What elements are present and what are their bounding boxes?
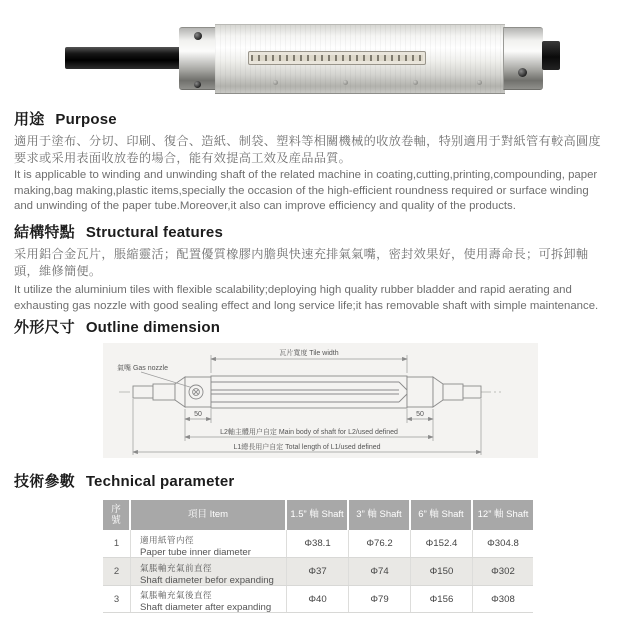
purpose-heading [14,108,117,129]
screw-icon [194,32,202,40]
gas-nozzle-label: 氣嘴 Gas nozzle [117,365,168,372]
technical-parameter-table [103,500,533,613]
structural-heading-zh: 結構特點 [14,224,75,241]
screw-icon [194,81,201,88]
row-item-zh: 氣脹軸充氣後直徑 [140,590,213,600]
tile-teeth [251,55,423,61]
header-cell-6in: 6” 軸 Shaft [411,500,471,530]
row-value: Φ40 [287,586,349,612]
l1-label: L1總長用户自定 Total length of L1/used defined [233,444,381,451]
structural-heading [14,221,223,242]
tile-width-label: 瓦片寬度 Tile width [279,350,339,357]
chrome-collar-left [179,27,217,90]
product-photo [65,10,562,100]
structural-text-en: It utilize the aluminium tiles with flexible scalability;deploying high quality rubber bladder and rapid aerating and exhausting gas nozzle with good sealing effect and long service life;it has removable shaft with simple maintenance. [14,284,599,312]
left-cone [175,377,185,407]
row-item-en: Paper tube inner diameter [140,547,251,558]
chrome-collar-right [503,27,543,90]
row-item-zh: 氣脹軸充氣前直徑 [140,563,213,573]
row-value: Φ308 [491,593,515,605]
right-head [407,377,433,407]
row-no: 1 [103,530,131,557]
shaft-dimension-diagram [103,343,538,458]
rivet-icon [273,80,278,85]
technical-heading-en: Technical parameter [85,473,235,490]
right-shaft-step [443,384,463,400]
technical-heading-zh: 技術參數 [14,473,75,490]
rivet-icon [413,80,418,85]
main-body [211,376,407,408]
row-no: 3 [103,586,131,612]
outline-heading [14,316,220,337]
header-cell-3in: 3” 軸 Shaft [349,500,409,530]
left-shaft-tip [133,386,153,398]
table-row [103,530,533,558]
left-shaft-step [153,384,175,400]
row-value: Φ156 [411,586,473,612]
table-header-row [103,500,533,530]
right-shaft-tip [463,386,481,398]
row-value: Φ79 [349,586,411,612]
purpose-text-en: It is applicable to winding and unwinding shaft of the related machine in coating,cutting,printing,compounding, paper making,bag making,plastic items,specially the occasion of the high-efficient roundness required or surface winding and unwinding of the paper tube.Moreover,it also can improve efficiency and quality of the products. [14,169,598,213]
row-value: Φ38.1 [287,530,349,557]
row-value: Φ76.2 [349,530,411,557]
technical-heading [14,470,234,491]
l2-label: L2軸主體用户自定 Main body of shaft for L2/used defined [220,429,398,436]
purpose-text-zh: 適用于塗布、分切、印刷、復合、造紙、制袋、塑料等相關機械的收放卷軸，特别適用于對紙管有較高圓度要求或采用表面收放卷的場合，能有效提高工效及産品品質。 [14,134,601,165]
row-item [131,558,287,585]
row-item [131,530,287,557]
outline-dimension-drawing [103,343,538,458]
row-item [131,586,287,612]
header-cell-no: 序號 [103,500,129,530]
outline-heading-en: Outline dimension [85,319,221,336]
shaft-journal-left [65,47,183,69]
aluminium-body [215,24,505,94]
row-value: Φ74 [349,558,411,585]
purpose-heading-en: Purpose [55,111,117,128]
table-row [103,558,533,586]
purpose-heading-zh: 用途 [14,111,45,128]
rivet-icon [477,80,482,85]
row-no: 2 [103,558,131,585]
row-value: Φ302 [491,566,515,577]
tile-slot [248,51,426,65]
right-cone [433,377,443,407]
header-cell-item: 項目 Item [131,500,285,530]
table-row [103,586,533,613]
structural-text-zh: 采用鋁合金瓦片，脹縮靈活；配置優質橡膠内膽與快速充排氣氣嘴，密封效果好，使用壽命長；可拆卸軸頭，維修簡便。 [14,247,589,278]
dim-50-right-label: 50 [416,411,424,418]
dim-50-left-label: 50 [194,411,202,418]
rivet-icon [343,80,348,85]
gas-valve-icon [518,68,527,77]
row-item-zh: 適用紙管内徑 [140,535,195,545]
row-value: Φ37 [287,558,349,585]
header-cell-1-5in: 1.5” 軸 Shaft [287,500,347,530]
outline-heading-zh: 外形尺寸 [14,319,75,336]
row-value: Φ152.4 [411,530,473,557]
row-item-en: Shaft diameter befor expanding [140,575,274,586]
row-value: Φ150 [411,558,473,585]
header-cell-12in: 12” 軸 Shaft [473,500,533,530]
structural-heading-en: Structural features [85,224,223,241]
row-item-en: Shaft diameter after expanding [140,602,272,613]
row-value: Φ304.8 [487,538,519,549]
end-cap [542,41,560,70]
